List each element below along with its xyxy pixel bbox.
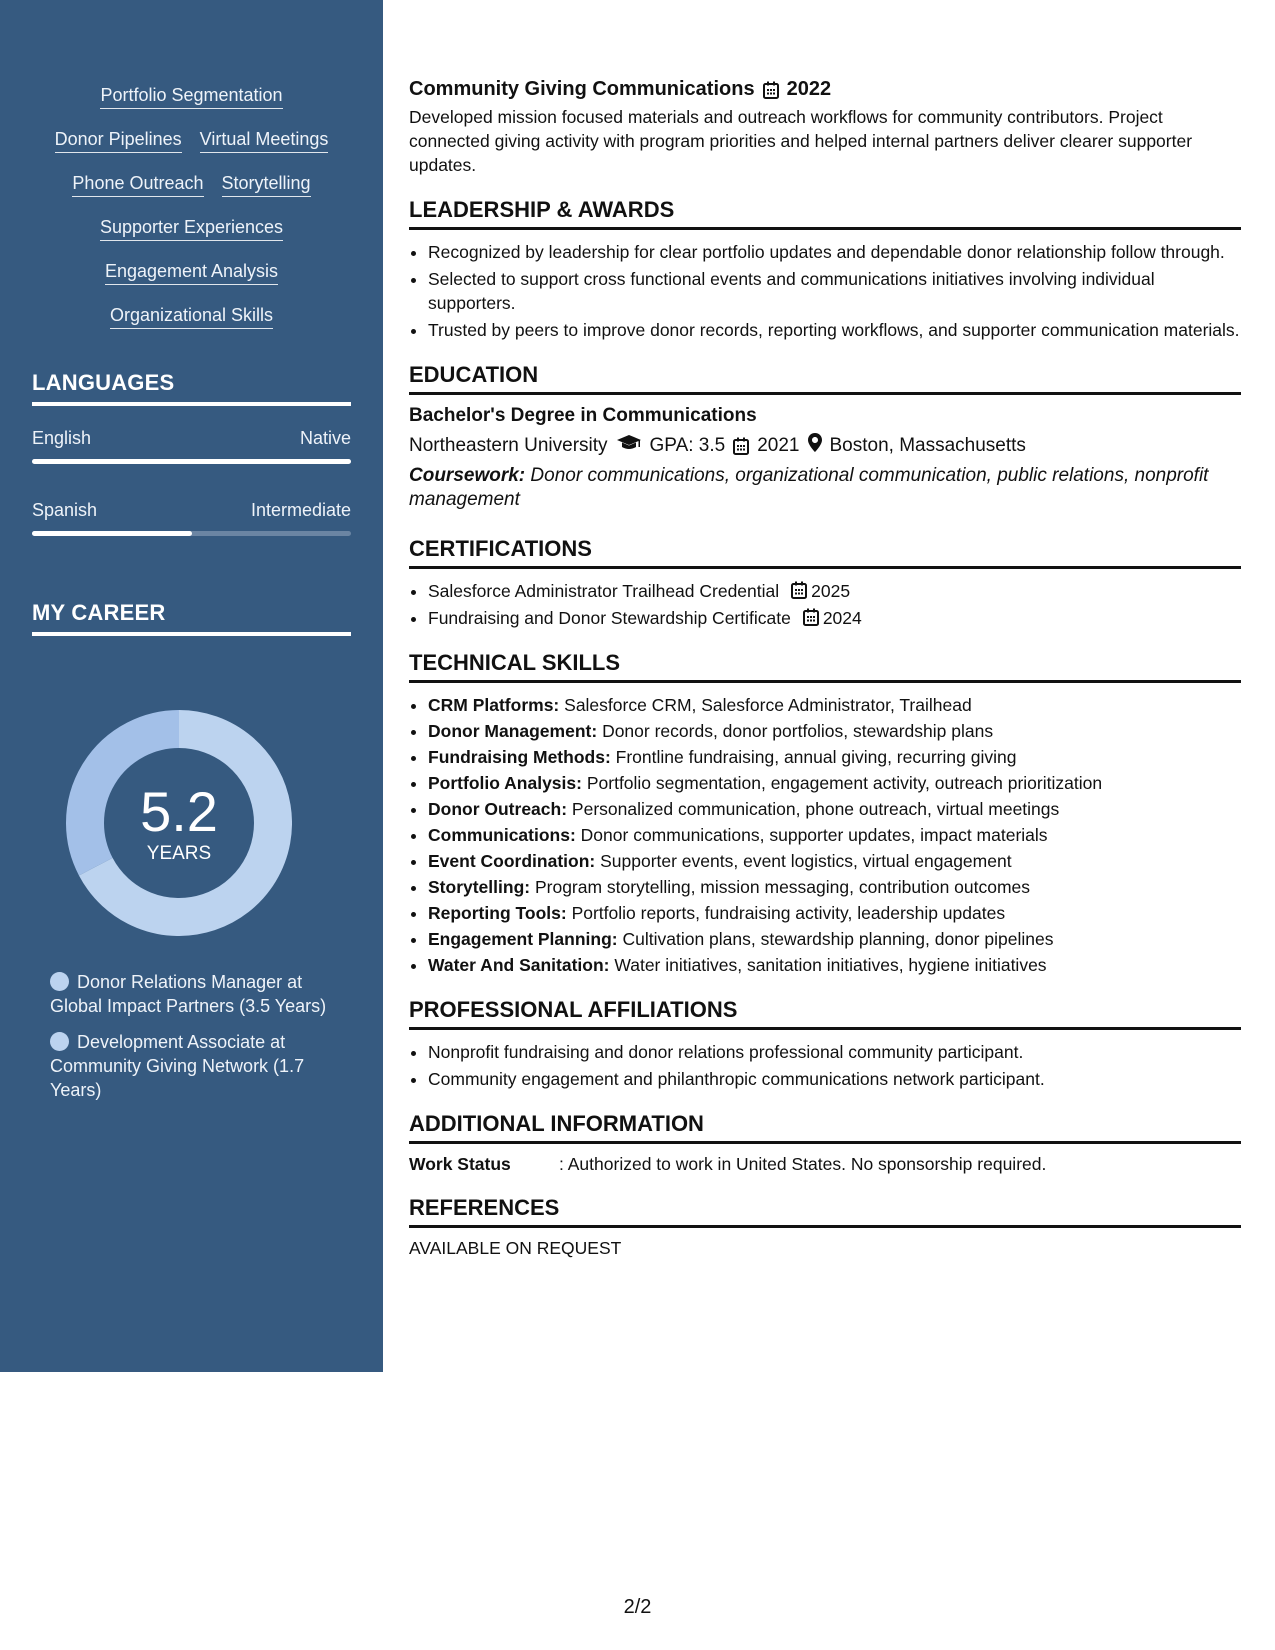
certifications-list xyxy=(409,579,1241,630)
language-bar xyxy=(32,531,351,536)
technical-skill-item xyxy=(428,745,1241,769)
education-details xyxy=(409,433,1241,458)
technical-skill-label: Storytelling: xyxy=(428,877,531,897)
technical-skill-value: Water initiatives, sanitation initiatives, hygiene initiatives xyxy=(614,955,1047,975)
career-total-unit: YEARS xyxy=(146,843,212,864)
career-item-text: Donor Relations Manager at Global Impact Partners (3.5 Years) xyxy=(50,972,327,1016)
career-total-value: 5.2 xyxy=(140,780,218,843)
leadership-item: • Recognized by leadership for clear portfolio updates and dependable donor relationship follow through. xyxy=(428,240,1241,264)
sidebar xyxy=(0,0,383,1372)
technical-skill-value: Frontline fundraising, annual giving, recurring giving xyxy=(615,747,1017,767)
leadership-item: • Trusted by peers to improve donor records, reporting workflows, and supporter communication materials. xyxy=(428,318,1241,342)
technical-skill-label: Donor Outreach: xyxy=(428,799,568,819)
language-level: Intermediate xyxy=(250,500,351,520)
language-bar xyxy=(32,459,351,464)
technical-skill-item xyxy=(428,875,1241,899)
affiliation-item: • Nonprofit fundraising and donor relations professional community participant. xyxy=(428,1040,1241,1064)
languages-section xyxy=(32,370,351,572)
technical-skill-value: Portfolio segmentation, engagement activity, outreach prioritization xyxy=(586,773,1103,793)
technical-skill-label: CRM Platforms: xyxy=(428,695,560,715)
project-description: Developed mission focused materials and outreach workflows for community contributors. Project connected giving activity with program priorities and helped internal partners deliver clearer supporter updates. xyxy=(409,107,1193,175)
career-donut xyxy=(66,710,292,936)
leadership-item: • Selected to support cross functional events and communications initiatives involving individual supporters. xyxy=(428,267,1241,315)
skill-tags xyxy=(0,0,383,329)
certification-item xyxy=(428,579,1241,603)
main-content xyxy=(409,78,1241,1259)
skill-tag: Portfolio Segmentation xyxy=(100,84,282,109)
technical-skill-label: Water And Sanitation: xyxy=(428,955,610,975)
education-degree: Bachelor's Degree in Communications xyxy=(409,405,757,426)
certifications-heading: CERTIFICATIONS xyxy=(409,536,1241,569)
technical-skill-value: Donor communications, supporter updates, impact materials xyxy=(580,825,1048,845)
career-item xyxy=(50,1030,330,1102)
languages-list xyxy=(32,428,351,536)
graduation-cap-icon xyxy=(616,434,642,458)
skill-row xyxy=(0,172,383,197)
education-heading: EDUCATION xyxy=(409,362,1241,395)
certification-item xyxy=(428,606,1241,630)
skill-tag: Virtual Meetings xyxy=(200,128,329,153)
affiliation-item: • Community engagement and philanthropic communications network participant. xyxy=(428,1067,1241,1091)
certification-name: Fundraising and Donor Stewardship Certificate xyxy=(428,608,791,628)
technical-skills-heading: TECHNICAL SKILLS xyxy=(409,650,1241,683)
technical-skill-value: Program storytelling, mission messaging, contribution outcomes xyxy=(534,877,1031,897)
work-status-label: Work Status xyxy=(409,1154,511,1174)
career-list xyxy=(50,970,330,1114)
technical-skill-label: Fundraising Methods: xyxy=(428,747,611,767)
calendar-icon xyxy=(791,581,807,599)
skill-row xyxy=(0,128,383,153)
skill-tag: Donor Pipelines xyxy=(55,128,182,153)
calendar-icon xyxy=(733,437,749,455)
work-status-value: : Authorized to work in United States. No sponsorship required. xyxy=(559,1154,1047,1174)
work-status-row xyxy=(409,1154,1241,1175)
calendar-icon xyxy=(803,608,819,626)
coursework-text: Donor communications, organizational communication, public relations, nonprofit management xyxy=(409,465,1209,510)
languages-heading: LANGUAGES xyxy=(32,370,351,406)
technical-skill-value: Cultivation plans, stewardship planning, donor pipelines xyxy=(622,929,1054,949)
career-heading: MY CAREER xyxy=(32,600,351,636)
language-name: Spanish xyxy=(32,500,98,520)
language-item xyxy=(32,500,351,536)
skill-tag: Engagement Analysis xyxy=(105,260,278,285)
leadership-list xyxy=(409,240,1241,342)
certification-name: Salesforce Administrator Trailhead Credential xyxy=(428,581,780,601)
career-section xyxy=(32,600,351,636)
technical-skill-value: Donor records, donor portfolios, stewardship plans xyxy=(602,721,994,741)
skill-row xyxy=(0,216,383,241)
references-text: AVAILABLE ON REQUEST xyxy=(409,1238,622,1258)
career-item xyxy=(50,970,330,1018)
project-year: 2022 xyxy=(786,78,832,100)
education-coursework xyxy=(409,464,1241,512)
technical-skill-item xyxy=(428,849,1241,873)
career-item-text: Development Associate at Community Giving Network (1.7 Years) xyxy=(50,1032,305,1100)
technical-skill-item xyxy=(428,797,1241,821)
language-row xyxy=(32,500,351,521)
technical-skill-item xyxy=(428,927,1241,951)
skill-tag: Supporter Experiences xyxy=(100,216,283,241)
language-level: Native xyxy=(299,428,351,448)
references-heading: REFERENCES xyxy=(409,1195,1241,1228)
certification-year: 2025 xyxy=(811,581,851,601)
technical-skill-label: Reporting Tools: xyxy=(428,903,567,923)
education-gpa: GPA: 3.5 xyxy=(649,434,726,456)
technical-skill-item xyxy=(428,719,1241,743)
skill-tag: Storytelling xyxy=(222,172,311,197)
skill-row xyxy=(0,304,383,329)
technical-skill-label: Donor Management: xyxy=(428,721,598,741)
project-title: Community Giving Communications xyxy=(409,78,755,100)
technical-skill-label: Communications: xyxy=(428,825,576,845)
coursework-label: Coursework: xyxy=(409,465,526,486)
education-year: 2021 xyxy=(757,434,800,456)
technical-skill-value: Portfolio reports, fundraising activity, leadership updates xyxy=(571,903,1006,923)
technical-skill-value: Salesforce CRM, Salesforce Administrator, Trailhead xyxy=(564,695,972,715)
technical-skill-value: Personalized communication, phone outreach, virtual meetings xyxy=(571,799,1060,819)
language-item xyxy=(32,428,351,464)
education-location: Boston, Massachusetts xyxy=(829,434,1026,456)
language-row xyxy=(32,428,351,449)
technical-skill-item xyxy=(428,953,1241,977)
language-bar-fill xyxy=(32,459,351,464)
education-school: Northeastern University xyxy=(409,434,608,456)
leadership-heading: LEADERSHIP & AWARDS xyxy=(409,197,1241,230)
project-title-row xyxy=(409,78,1241,101)
page-number: 2/2 xyxy=(623,1596,652,1618)
additional-info-heading: ADDITIONAL INFORMATION xyxy=(409,1111,1241,1144)
technical-skill-value: Supporter events, event logistics, virtual engagement xyxy=(600,851,1012,871)
language-name: English xyxy=(32,428,92,448)
technical-skill-label: Engagement Planning: xyxy=(428,929,618,949)
technical-skill-item xyxy=(428,901,1241,925)
technical-skill-label: Event Coordination: xyxy=(428,851,596,871)
technical-skills-list xyxy=(409,693,1241,977)
technical-skill-item xyxy=(428,771,1241,795)
technical-skill-label: Portfolio Analysis: xyxy=(428,773,582,793)
career-dot-icon xyxy=(50,1032,69,1051)
technical-skill-item xyxy=(428,693,1241,717)
certification-year: 2024 xyxy=(822,608,862,628)
skill-tag: Phone Outreach xyxy=(72,172,203,197)
career-dot-icon xyxy=(50,972,69,991)
affiliations-heading: PROFESSIONAL AFFILIATIONS xyxy=(409,997,1241,1030)
location-pin-icon xyxy=(808,433,822,458)
technical-skill-item xyxy=(428,823,1241,847)
calendar-icon xyxy=(763,81,779,99)
skill-tag: Organizational Skills xyxy=(110,304,273,329)
language-bar-fill xyxy=(32,531,192,536)
skill-row xyxy=(0,84,383,109)
skill-row xyxy=(0,260,383,285)
affiliations-list xyxy=(409,1040,1241,1091)
